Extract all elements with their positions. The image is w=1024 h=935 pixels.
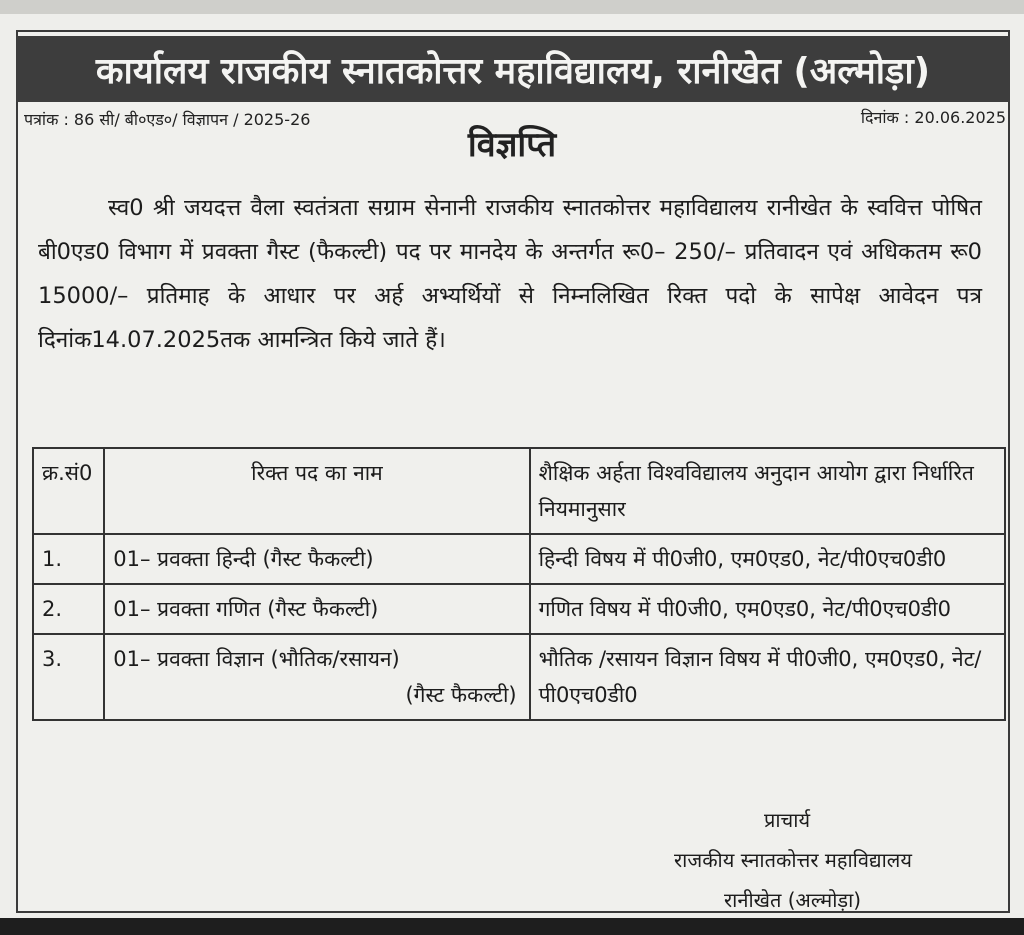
signature-block (644, 800, 1004, 920)
row-sn: 3. (33, 634, 104, 720)
notice-heading: विज्ञप्ति (467, 125, 557, 165)
office-title: कार्यालय राजकीय स्नातकोत्तर महाविद्यालय, रानीखेत (अल्मोड़ा) (95, 50, 931, 92)
row-post: 01– प्रवक्ता गणित (गैस्ट फैकल्टी) (104, 584, 529, 634)
bottom-edge (0, 918, 1024, 935)
header-bar (16, 36, 1010, 102)
row-qualification: गणित विषय में पी0जी0, एम0एड0, नेट/पी0एच0डी0 (530, 584, 1005, 634)
signatory-title: प्राचार्य (764, 808, 811, 832)
row-sn: 2. (33, 584, 104, 634)
row-post: 01– प्रवक्ता हिन्दी (गैस्ट फैकल्टी) (104, 534, 529, 584)
header-sn: क्र.सं0 (33, 448, 104, 534)
row-post: 01– प्रवक्ता विज्ञान (भौतिक/रसायन) (113, 647, 400, 671)
signatory-location: रानीखेत (अल्मोड़ा) (724, 888, 862, 912)
row-sn: 1. (33, 534, 104, 584)
table-row (33, 584, 1005, 634)
row-qualification: भौतिक /रसायन विज्ञान विषय में पी0जी0, एम0एड0, नेट/पी0एच0डी0 (530, 634, 1005, 720)
header-post-name: रिक्त पद का नाम (104, 448, 529, 534)
reference-number: पत्रांक : 86 सी/ बी०एड०/ विज्ञापन / 2025-26 (24, 110, 311, 129)
table-header-row (33, 448, 1005, 534)
vacancy-table (32, 447, 1006, 721)
row-post-line2: (गैस्ट फैकल्टी) (405, 683, 517, 707)
top-edge (0, 0, 1024, 14)
table-row (33, 534, 1005, 584)
header-qualification: शैक्षिक अर्हता विश्वविद्यालय अनुदान आयोग द्वारा निर्धारित नियमानुसार (530, 448, 1005, 534)
notice-body: स्व0 श्री जयदत्त वैला स्वतंत्रता सग्राम सेनानी राजकीय स्नातकोत्तर महाविद्यालय रानीखेत के स्ववित्त पोषित बी0एड0 विभाग में प्रवक्ता गैस्ट (फैकल्टी) पद पर मानदेय के अन्तर्गत रू0– 250/– प्रतिवादन एवं अधिकतम रू0 15000/– प्रतिमाह के आधार पर अर्ह अभ्यर्थियों से निम्नलिखित रिक्त पदो के सापेक्ष आवेदन पत्र दिनांक14.07.2025तक आमन्त्रित किये जाते हैं। (38, 195, 982, 353)
row-qualification: हिन्दी विषय में पी0जी0, एम0एड0, नेट/पी0एच0डी0 (530, 534, 1005, 584)
signatory-institution: राजकीय स्नातकोत्तर महाविद्यालय (674, 848, 912, 872)
row-post-cell (104, 634, 529, 720)
table-row (33, 634, 1005, 720)
notice-date: दिनांक : 20.06.2025 (860, 108, 1006, 127)
